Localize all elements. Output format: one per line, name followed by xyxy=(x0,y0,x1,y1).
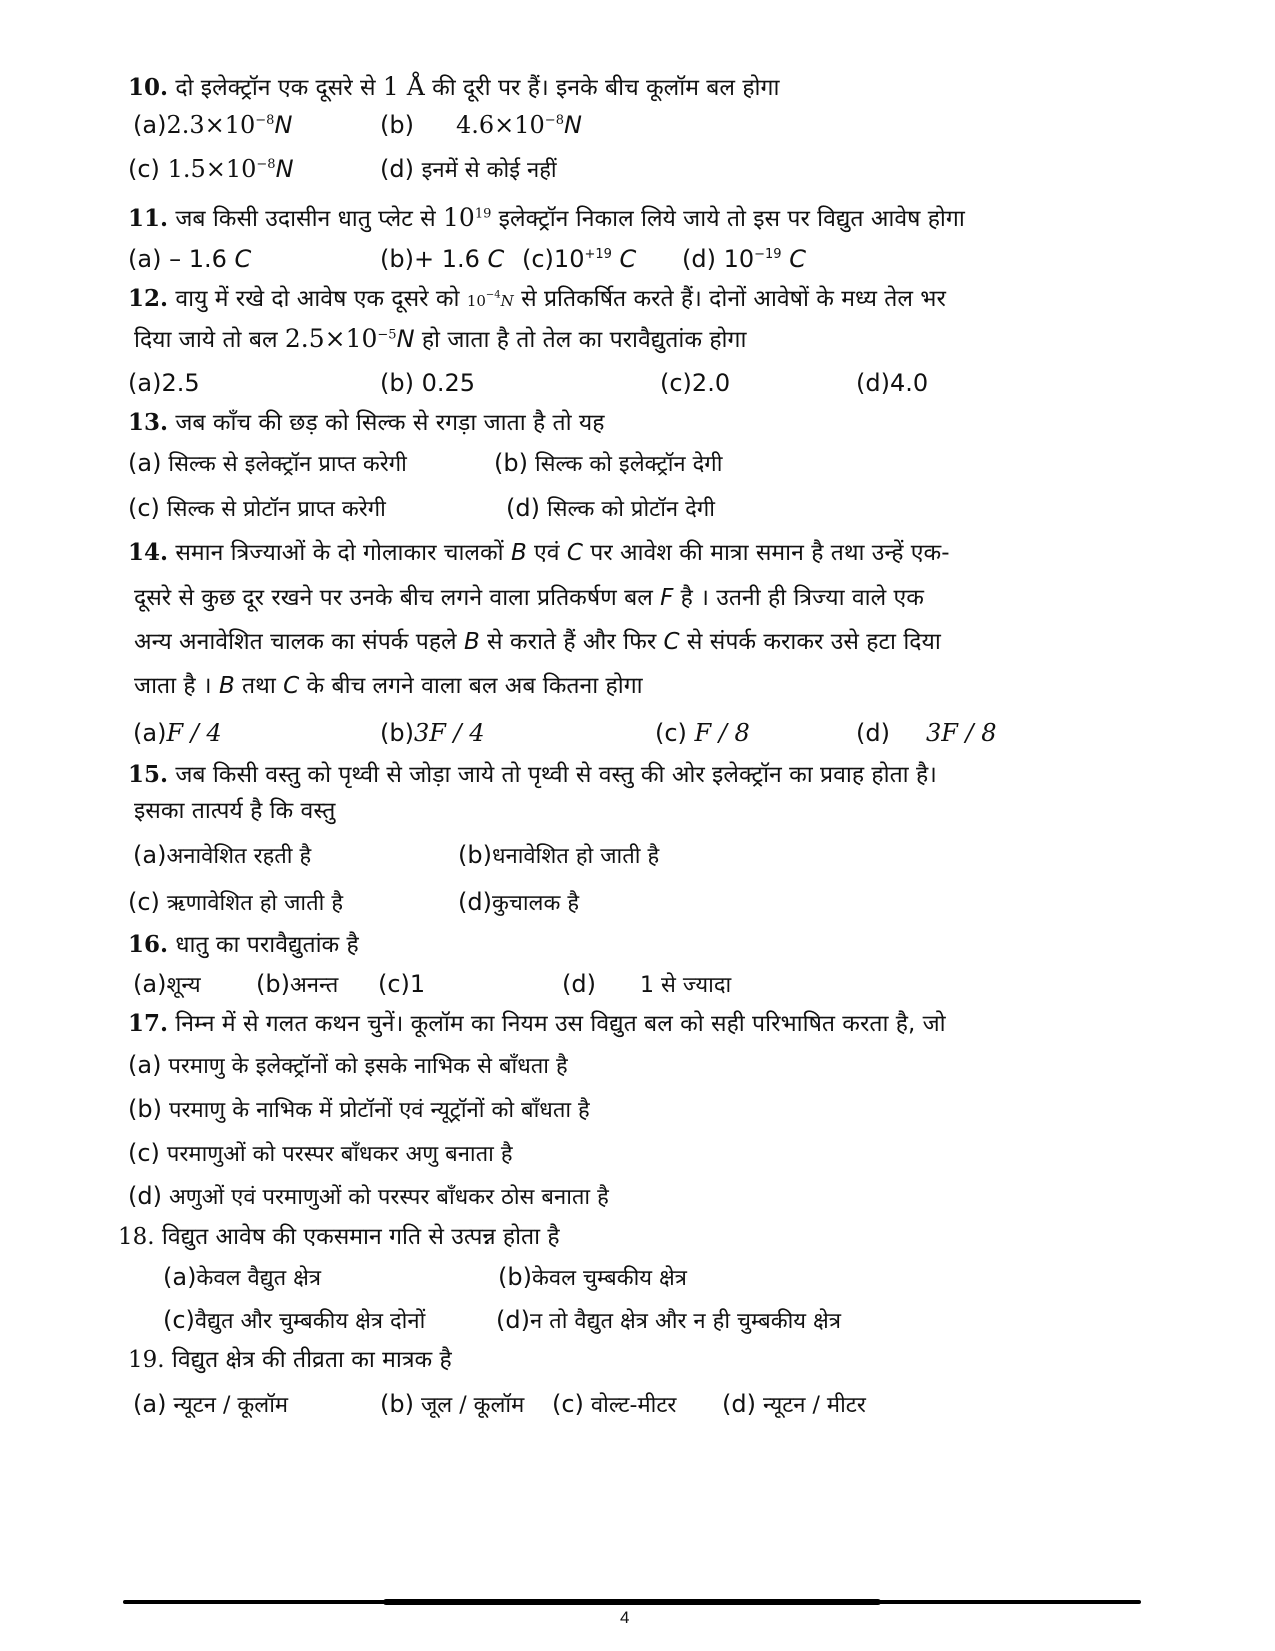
question-text: दो इलेक्ट्रॉन एक दूसरे से xyxy=(175,75,383,101)
force-exponent: −5 xyxy=(377,327,397,343)
question-text: वायु में रखे दो आवेष एक दूसरे को xyxy=(175,286,467,312)
question-18 xyxy=(118,1222,560,1252)
option-text: न्यूटन / मीटर xyxy=(755,1393,866,1418)
symbol-b: B xyxy=(463,629,480,655)
option-label: (c) xyxy=(128,888,160,916)
question-number: 16. xyxy=(128,931,169,958)
force-exponent: −4 xyxy=(485,289,501,301)
question-text: निम्न में से गलत कथन चुनें। कूलॉम का नियम उस विद्युत बल को सही परिभाषित करता है, जो xyxy=(175,1011,946,1037)
question-text: अन्य अनावेशित चालक का संपर्क पहले xyxy=(134,629,464,655)
symbol-b: B xyxy=(218,673,235,699)
option-text: न तो वैद्युत क्षेत्र और न ही चुम्बकीय क्षेत्र xyxy=(529,1309,841,1334)
option-label: (c) xyxy=(660,369,692,397)
question-17 xyxy=(128,1009,946,1039)
option-text: 1 से ज्यादा xyxy=(639,973,732,998)
question-text: पर आवेश की मात्रा समान है तथा उन्हें एक- xyxy=(582,540,950,566)
option-label: (d) xyxy=(496,1306,530,1334)
question-text: से संपर्क कराकर उसे हटा दिया xyxy=(679,629,941,655)
option-label: (d) xyxy=(506,494,540,522)
option-label: (b) xyxy=(380,1390,414,1418)
question-12 xyxy=(128,284,946,316)
question-15-line-2 xyxy=(134,796,335,826)
option-label: (d) xyxy=(128,1182,162,1210)
footer-divider xyxy=(123,1600,1141,1604)
option-value: + 1.6 xyxy=(413,245,488,273)
symbol-b: B xyxy=(510,540,527,566)
option-unit: C xyxy=(789,245,806,273)
q16-option-c xyxy=(378,969,425,999)
option-label: (b) xyxy=(256,970,290,998)
question-text: दूसरे से कुछ दूर रखने पर उनके बीच लगने वाला प्रतिकर्षण बल xyxy=(134,585,661,611)
question-number: 13. xyxy=(128,409,169,436)
option-exponent: −8 xyxy=(255,113,275,128)
option-label: (d) xyxy=(562,970,596,998)
question-text: इलेक्ट्रॉन निकाल लिये जाये तो इस पर विद्युत आवेष होगा xyxy=(491,206,965,232)
option-label: (a) xyxy=(128,369,162,397)
option-unit: C xyxy=(487,245,505,273)
q11-option-a xyxy=(128,244,251,274)
option-label: (b) xyxy=(458,841,492,869)
option-text: वैद्युत और चुम्बकीय क्षेत्र दोनों xyxy=(194,1309,426,1334)
question-14-line-2 xyxy=(134,583,924,613)
option-label: (d) xyxy=(380,155,414,183)
option-text: परमाणु के इलेक्ट्रॉनों को इसके नाभिक से बाँधता है xyxy=(161,1054,568,1079)
q18-option-a xyxy=(163,1262,321,1294)
q14-option-c xyxy=(655,718,750,748)
q13-option-b xyxy=(494,448,722,480)
option-unit: N xyxy=(563,111,582,139)
question-text: विद्युत आवेष की एकसमान गति से उत्पन्न होता है xyxy=(154,1224,560,1250)
option-value: 3F / 4 xyxy=(413,719,485,747)
option-value: – 1.6 xyxy=(161,245,235,273)
option-exponent: +19 xyxy=(584,247,612,262)
question-14-line-4 xyxy=(134,671,643,701)
option-text: धनावेशित हो जाती है xyxy=(491,844,660,869)
option-label: (d) xyxy=(682,245,716,273)
option-value: 3F / 8 xyxy=(925,719,997,747)
question-text: से प्रतिकर्षित करते हैं। दोनों आवेषों के मध्य तेल भर xyxy=(513,286,946,312)
option-unit: N xyxy=(274,111,293,139)
q17-option-b xyxy=(128,1094,590,1126)
q11-option-c xyxy=(522,244,636,274)
option-value: 2.0 xyxy=(691,369,731,397)
question-number: 18. xyxy=(118,1224,155,1250)
q15-option-a xyxy=(133,840,311,872)
option-text: सिल्क से इलेक्ट्रॉन प्राप्त करेगी xyxy=(161,452,407,477)
q18-option-b xyxy=(498,1262,687,1294)
question-number: 12. xyxy=(128,285,169,312)
q15-option-c xyxy=(128,887,343,919)
option-value: 4.0 xyxy=(889,369,929,397)
option-unit: N xyxy=(275,155,294,183)
question-text: एवं xyxy=(526,540,567,566)
q17-option-c xyxy=(128,1138,513,1170)
option-label: (b) xyxy=(380,369,414,397)
symbol-c: C xyxy=(566,540,583,566)
option-label: (c) xyxy=(128,494,160,522)
question-text: जब काँच की छड़ को सिल्क से रगड़ा जाता है तो यह xyxy=(175,410,605,436)
question-13 xyxy=(128,408,604,438)
option-value: 0.25 xyxy=(413,369,476,397)
option-text: अणुओं एवं परमाणुओं को परस्पर बाँधकर ठोस बनाता है xyxy=(161,1185,609,1210)
option-label: (a) xyxy=(128,449,162,477)
option-label: (c) xyxy=(378,970,410,998)
option-label: (d) xyxy=(722,1390,756,1418)
option-label: (c) xyxy=(552,1390,584,1418)
question-11 xyxy=(128,203,965,234)
option-text: जूल / कूलॉम xyxy=(413,1393,525,1418)
option-text: केवल वैद्युत क्षेत्र xyxy=(196,1266,322,1291)
question-19 xyxy=(128,1345,452,1375)
q11-option-d xyxy=(682,244,806,274)
question-text: विद्युत क्षेत्र की तीव्रता का मात्रक है xyxy=(164,1347,452,1373)
option-text: केवल चुम्बकीय क्षेत्र xyxy=(531,1266,687,1291)
q10-option-c xyxy=(128,154,294,184)
option-text: अनन्त xyxy=(289,973,339,998)
question-text: से कराते हैं और फिर xyxy=(479,629,664,655)
question-number: 10. xyxy=(128,74,169,101)
option-label: (a) xyxy=(133,970,167,998)
q19-option-c xyxy=(552,1389,676,1421)
question-text: तथा xyxy=(234,673,284,699)
question-14 xyxy=(128,538,950,568)
q18-option-d xyxy=(496,1305,841,1337)
question-text: है । उतनी ही त्रिज्या वाले एक xyxy=(673,585,924,611)
option-text: सिल्क से प्रोटॉन प्राप्त करेगी xyxy=(159,497,386,522)
option-label: (a) xyxy=(133,1390,167,1418)
option-text: परमाणु के नाभिक में प्रोटॉनों एवं न्यूट्रॉनों को बाँधता है xyxy=(161,1098,590,1123)
page-number: 4 xyxy=(620,1608,630,1627)
option-value: 10 xyxy=(715,245,755,273)
option-text: इनमें से कोई नहीं xyxy=(421,158,557,183)
option-unit: C xyxy=(234,245,252,273)
q10-option-d xyxy=(380,154,557,186)
option-text: कुचालक है xyxy=(491,891,580,916)
q12-option-d xyxy=(856,368,928,398)
option-label: (b) xyxy=(128,1095,162,1123)
question-number: 19. xyxy=(128,1347,165,1373)
option-value: 1.5×10 xyxy=(167,155,257,183)
q14-option-d xyxy=(856,718,997,748)
option-label: (a) xyxy=(133,719,167,747)
q13-option-c xyxy=(128,493,386,525)
option-label: (c) xyxy=(128,155,160,183)
q15-option-d xyxy=(458,887,579,919)
question-12-line-2 xyxy=(134,324,746,355)
symbol-f: F xyxy=(660,585,674,611)
force-unit: N xyxy=(500,292,514,310)
force-value: 10 xyxy=(466,292,486,310)
force-value: 2.5×10 xyxy=(284,324,378,353)
question-number: 17. xyxy=(128,1010,169,1037)
q18-option-c xyxy=(163,1305,425,1337)
q16-option-a xyxy=(133,969,201,1001)
option-label: (c) xyxy=(522,245,554,273)
q16-option-b xyxy=(256,969,338,1001)
option-text: 1 xyxy=(409,970,426,998)
q12-option-b xyxy=(380,368,475,398)
option-label: (d) xyxy=(458,888,492,916)
option-text: परमाणुओं को परस्पर बाँधकर अणु बनाता है xyxy=(159,1142,513,1167)
option-exponent: −8 xyxy=(544,113,564,128)
q15-option-b xyxy=(458,840,659,872)
question-text: धातु का परावैद्युतांक है xyxy=(175,932,359,958)
option-text: अनावेशित रहती है xyxy=(166,844,312,869)
option-label: (b) xyxy=(494,449,528,477)
option-value: F / 4 xyxy=(166,719,222,747)
q19-option-a xyxy=(133,1389,288,1421)
symbol-c: C xyxy=(663,629,680,655)
q13-option-a xyxy=(128,448,407,480)
q19-option-d xyxy=(722,1389,866,1421)
option-text: न्यूटन / कूलॉम xyxy=(166,1393,289,1418)
question-text: जाता है । xyxy=(134,673,219,699)
question-text: दिया जाये तो बल xyxy=(134,327,285,353)
power-base: 10 xyxy=(443,203,475,232)
option-value: 2.5 xyxy=(161,369,200,397)
option-label: (c) xyxy=(128,1139,160,1167)
option-unit: C xyxy=(619,245,637,273)
q13-option-d xyxy=(506,493,715,525)
option-label: (d) xyxy=(856,719,890,747)
question-text: इसका तात्पर्य है कि वस्तु xyxy=(134,798,336,824)
option-value: F / 8 xyxy=(686,719,750,747)
q14-option-b xyxy=(380,718,485,748)
option-text: सिल्क को इलेक्ट्रॉन देगी xyxy=(527,452,723,477)
option-exponent: −19 xyxy=(754,247,782,262)
question-text: जब किसी वस्तु को पृथ्वी से जोड़ा जाये तो पृथ्वी से वस्तु की ओर इलेक्ट्रॉन का प्रवाह होता है। xyxy=(175,762,937,788)
q12-option-c xyxy=(660,368,730,398)
option-label: (b) xyxy=(380,111,414,139)
q17-option-d xyxy=(128,1181,609,1213)
question-10 xyxy=(128,72,779,103)
option-label: (c) xyxy=(163,1306,195,1334)
option-value: 2.3×10 xyxy=(166,111,256,139)
option-label: (b) xyxy=(380,245,414,273)
question-text: जब किसी उदासीन धातु प्लेट से xyxy=(175,206,444,232)
option-text: शून्य xyxy=(166,973,201,998)
option-label: (a) xyxy=(133,841,167,869)
question-number: 11. xyxy=(128,205,169,232)
option-label: (a) xyxy=(163,1263,197,1291)
option-label: (b) xyxy=(498,1263,532,1291)
q16-option-d xyxy=(562,969,731,1001)
q10-option-b xyxy=(380,110,582,140)
q12-option-a xyxy=(128,368,200,398)
question-15 xyxy=(128,760,937,790)
option-label: (a) xyxy=(133,111,167,139)
option-value: 10 xyxy=(553,245,585,273)
power-exponent: 19 xyxy=(474,206,492,222)
option-label: (a) xyxy=(128,245,162,273)
question-14-line-3 xyxy=(134,627,941,657)
q11-option-b xyxy=(380,244,504,274)
question-text: के बीच लगने वाला बल अब कितना होगा xyxy=(299,673,643,699)
option-value: 4.6×10 xyxy=(455,111,545,139)
option-text: ऋणावेशित हो जाती है xyxy=(159,891,344,916)
question-text: समान त्रिज्याओं के दो गोलाकार चालकों xyxy=(175,540,511,566)
question-16 xyxy=(128,930,359,960)
distance-value: 1 Å xyxy=(382,72,425,101)
question-text: हो जाता है तो तेल का परावैद्युतांक होगा xyxy=(414,327,747,353)
option-label: (c) xyxy=(655,719,687,747)
q19-option-b xyxy=(380,1389,524,1421)
question-number: 14. xyxy=(128,539,169,566)
force-unit: N xyxy=(396,325,415,353)
option-label: (b) xyxy=(380,719,414,747)
question-text: की दूरी पर हैं। इनके बीच कूलॉम बल होगा xyxy=(424,75,780,101)
q17-option-a xyxy=(128,1050,568,1082)
option-text: वोल्ट-मीटर xyxy=(583,1393,677,1418)
option-label: (d) xyxy=(856,369,890,397)
option-exponent: −8 xyxy=(256,157,276,172)
option-label: (a) xyxy=(128,1051,162,1079)
symbol-c: C xyxy=(283,673,300,699)
question-number: 15. xyxy=(128,761,169,788)
option-text: सिल्क को प्रोटॉन देगी xyxy=(539,497,715,522)
q10-option-a xyxy=(133,110,292,140)
q14-option-a xyxy=(133,718,222,748)
